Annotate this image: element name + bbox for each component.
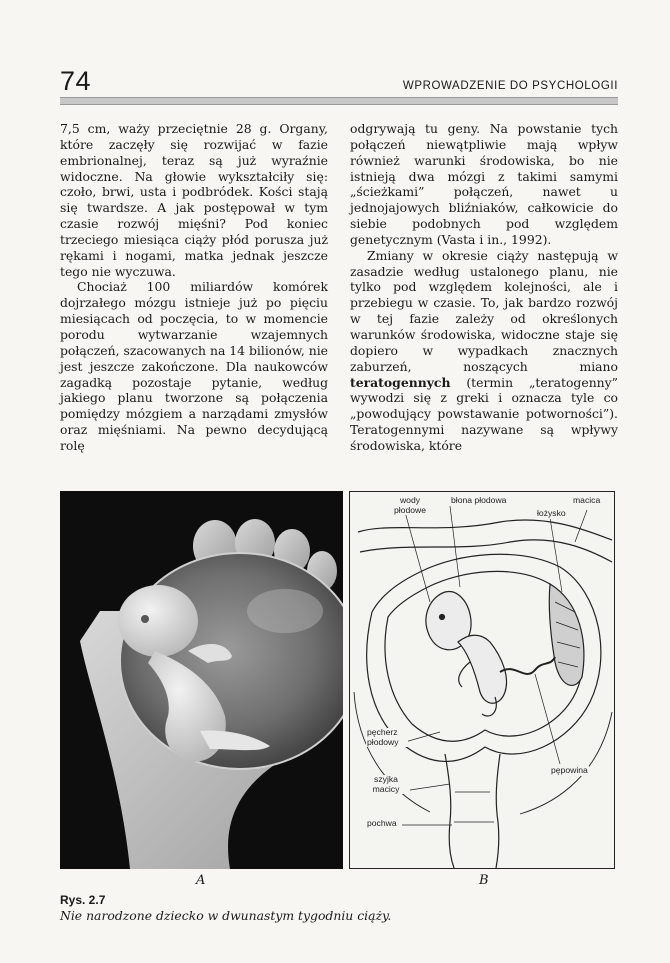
cervix-right — [496, 754, 500, 868]
label-fetal-sac: pęcherz płodowy — [366, 728, 408, 747]
text-run: Zmiany w okresie ciąży następują w zasadzie według ustalonego planu, nie tylko pod względem kolejności, ale i przebiegu w czasie. To, jak bardzo rozwój w tej fazie zależy od określonych warunków środowiska, widoczne staje się dopiero w wypadkach znacznych zaburzeń, noszących miano — [350, 247, 618, 374]
placenta — [549, 584, 584, 685]
leader-line — [410, 784, 450, 790]
leader-line — [575, 510, 587, 542]
page-number: 74 — [60, 66, 92, 96]
label-vagina: pochwa — [367, 818, 397, 828]
paragraph: Chociaż 100 miliardów komórek dojrzałego mózgu istnieje już po pięciu miesiącach od poczęcia, to w momencie porodu wytwarzanie wzajemnych połączeń, szacowanych na 14 bilionów, nie jest jeszcze zakończone. Dla naukowców zagadką pozostaje pytanie, według jakiego planu tworzone są połączenia pomiędzy mózgiem a narządami zmysłów oraz mięśniami. Na pewno decydującą rolę — [60, 279, 328, 453]
label-umbilical-cord: pępowina — [551, 765, 588, 775]
fetus-arm — [459, 662, 470, 687]
label-cervix: szyjka macicy — [368, 775, 404, 794]
uterine-wall-top — [358, 520, 612, 540]
figure-number: Rys. 2.7 — [60, 893, 106, 907]
key-term: teratogennych — [350, 374, 451, 390]
uterus-diagram-drawing — [350, 492, 614, 868]
umbilical-cord — [500, 657, 555, 674]
cervix-left — [445, 754, 454, 868]
panel-label-a: A — [196, 873, 206, 888]
left-column — [60, 121, 328, 454]
fetus-photograph — [60, 491, 343, 869]
label-uterus: macica — [573, 495, 601, 505]
label-amniotic-fluid: wody płodowe — [386, 496, 434, 515]
label-placenta: łożysko — [537, 508, 566, 518]
leader-line — [405, 732, 440, 742]
header-rule — [60, 97, 618, 105]
fetus-body — [458, 635, 507, 703]
fetus-photo-illustration — [60, 491, 343, 869]
paragraph: odgrywają tu geny. Na powstanie tych połączeń niewątpliwie mają wpływ również warunki środowiska, bo nie istnieją dwa mózgi z takimi samymi „ścieżkami” połączeń, nawet u jednojajowych bliźniaków, całkowicie do siebie podobnych pod względem genetycznym (Vasta i in., 1992). — [350, 121, 618, 247]
text-run: (termin „teratogenny” wywodzi się z greki i oznacza tyle co „powodujący powstawanie potworności”). Teratogennymi nazywane są wpływy środowiska, które — [350, 374, 618, 453]
paragraph — [350, 248, 618, 454]
leader-line — [550, 518, 562, 592]
panel-label-b: B — [479, 873, 489, 888]
figure-caption: Nie narodzone dziecko w dwunastym tygodniu ciąży. — [60, 908, 392, 923]
label-amniotic-membrane: błona płodowa — [451, 495, 507, 505]
right-column — [350, 121, 618, 454]
leader-line — [535, 674, 560, 764]
uterine-wall-inner-top — [360, 540, 612, 562]
uterus-diagram — [349, 491, 615, 869]
paragraph: 7,5 cm, waży przeciętnie 28 g. Organy, które zaczęły się rozwijać w fazie embrionalnej, teraz są już wyraźnie widoczne. Na głowie wykształciły się: czoło, brwi, usta i podbródek. Kości stają się twardsze. A jak postępował w tym czasie rozwój mięśni? Pod koniec trzeciego miesiąca ciąży płód porusza już rękami i nogami, matka jednak jeszcze tego nie wyczuwa. — [60, 121, 328, 279]
leader-line — [405, 512, 430, 602]
running-title: WPROWADZENIE DO PSYCHOLOGII — [402, 80, 618, 92]
sac-highlight — [247, 589, 323, 633]
